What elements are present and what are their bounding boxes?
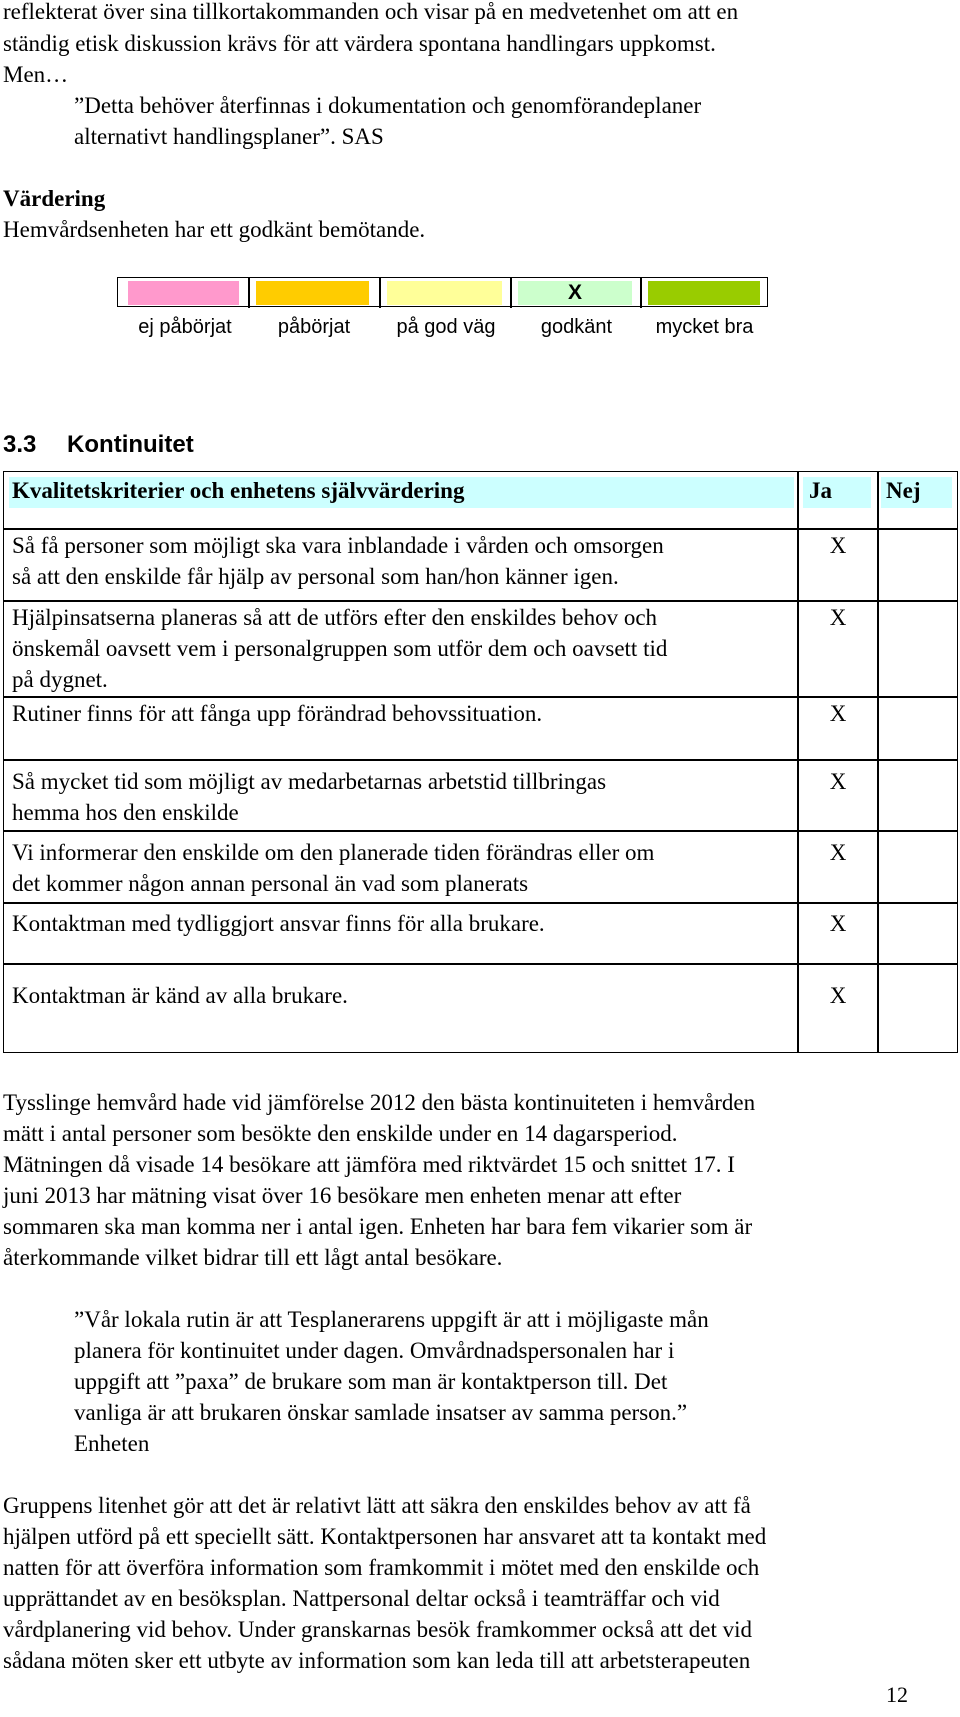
assessment-heading: Värdering [3,186,106,211]
rating-scale [117,277,768,307]
quote-line: ”Detta behöver återfinnas i dokumentation och genomförandeplaner [74,93,702,118]
quote-line: Enheten [74,1431,150,1456]
paragraph-line: Gruppens litenhet gör att det är relativt lätt att säkra den enskildes behov av att få [3,1493,751,1518]
column-divider [797,472,799,1052]
yes-mark: X [829,533,847,558]
assessment-text: Hemvårdsenheten har ett godkänt bemötande. [3,217,426,242]
rating-level-paborjat [256,281,369,305]
paragraph-line: hjälpen utförd på ett speciellt sätt. Kontaktpersonen har ansvaret att ta kontakt med [3,1524,767,1549]
rating-divider [640,278,642,308]
row-divider [4,830,957,832]
paragraph-line: vårdplanering vid behov. Under granskarnas besök framkommer också att det vid [3,1617,752,1642]
rating-level-mycket-bra [648,281,760,305]
quote-line: ”Vår lokala rutin är att Tesplanerarens uppgift är att i möjligaste mån [74,1307,709,1332]
paragraph-line: natten för att överföra information som framkommit i mötet med den enskilde och [3,1555,760,1580]
paragraph-line: mätt i antal personer som besökte den enskilde under en 14 dagarsperiod. [3,1121,678,1146]
yes-mark: X [829,911,847,936]
rating-label: mycket bra [655,316,754,338]
table-row: Kontaktman är känd av alla brukare. [12,983,348,1008]
yes-mark: X [829,983,847,1008]
table-row: Så mycket tid som möjligt av medarbetarnas arbetstid tillbringas hemma hos den enskilde [12,769,607,825]
quote-line: planera för kontinuitet under dagen. Omvårdnadspersonalen har i [74,1338,675,1363]
rating-label: ej påbörjat [138,316,232,338]
intro-line: reflekterat över sina tillkortakommanden och visar på en medvetenhet om att en [3,0,739,24]
yes-mark: X [829,701,847,726]
rating-label: påbörjat [277,316,351,338]
table-row: Så få personer som möjligt ska vara inblandade i vården och omsorgen så att den enskilde får hjälp av personal som han/hon känner igen. [12,533,664,589]
paragraph-line: upprättandet av en besöksplan. Nattpersonal deltar också i teamträffar och vid [3,1586,720,1611]
quote-line: alternativt handlingsplaner”. SAS [74,124,384,149]
paragraph-line: sommaren ska man komma ner i antal igen. Enheten har bara fem vikarier som är [3,1214,753,1239]
table-row: Rutiner finns för att fånga upp förändrad behovssituation. [12,701,543,726]
yes-mark: X [829,605,847,630]
rating-label: godkänt [540,316,613,338]
section-title: Kontinuitet [67,431,194,458]
yes-mark: X [829,840,847,865]
rating-level-ej-paborjat [128,281,239,305]
rating-label: på god väg [396,316,496,338]
paragraph-line: Mätningen då visade 14 besökare att jämföra med riktvärdet 15 och snittet 17. I [3,1152,735,1177]
row-divider [4,759,957,761]
table-row: Vi informerar den enskilde om den planerade tiden förändras eller om det kommer någon annan personal än vad som planerats [12,840,655,896]
paragraph-line: återkommande vilket bidrar till ett lågt antal besökare. [3,1245,503,1270]
paragraph-line: sådana möten sker ett utbyte av information som kan leda till att arbetsterapeuten [3,1648,751,1673]
rating-level-pa-god-vag [387,281,502,305]
table-row: Kontaktman med tydliggjort ansvar finns för alla brukare. [12,911,545,936]
column-divider [877,472,879,1052]
intro-line: Men… [3,62,69,87]
rating-divider [248,278,250,308]
table-row: Hjälpinsatserna planeras så att de utförs efter den enskildes behov och önskemål oavsett vem i personalgruppen som utför dem och oavsett tid på dygnet. [12,605,668,692]
rating-divider [510,278,512,308]
row-divider [4,963,957,965]
page-number: 12 [886,1682,908,1707]
header-yes: Ja [809,478,832,503]
section-heading [3,431,194,459]
rating-divider [379,278,381,308]
quote-line: uppgift att ”paxa” de brukare som man är kontaktperson till. Det [74,1369,668,1394]
section-number: 3.3 [3,431,37,458]
rating-selected-mark: X [567,281,582,304]
header-criteria: Kvalitetskriterier och enhetens självvärdering [12,478,465,503]
header-no: Nej [886,478,921,503]
paragraph-line: Tysslinge hemvård hade vid jämförelse 2012 den bästa kontinuiteten i hemvården [3,1090,756,1115]
row-divider [4,902,957,904]
intro-line: ständig etisk diskussion krävs för att värdera spontana handlingars uppkomst. [3,31,716,56]
paragraph-line: juni 2013 har mätning visat över 16 besökare men enheten menar att efter [3,1183,682,1208]
yes-mark: X [829,769,847,794]
quote-line: vanliga är att brukaren önskar samlade insatser av samma person.” [74,1400,688,1425]
criteria-table [3,471,958,1053]
